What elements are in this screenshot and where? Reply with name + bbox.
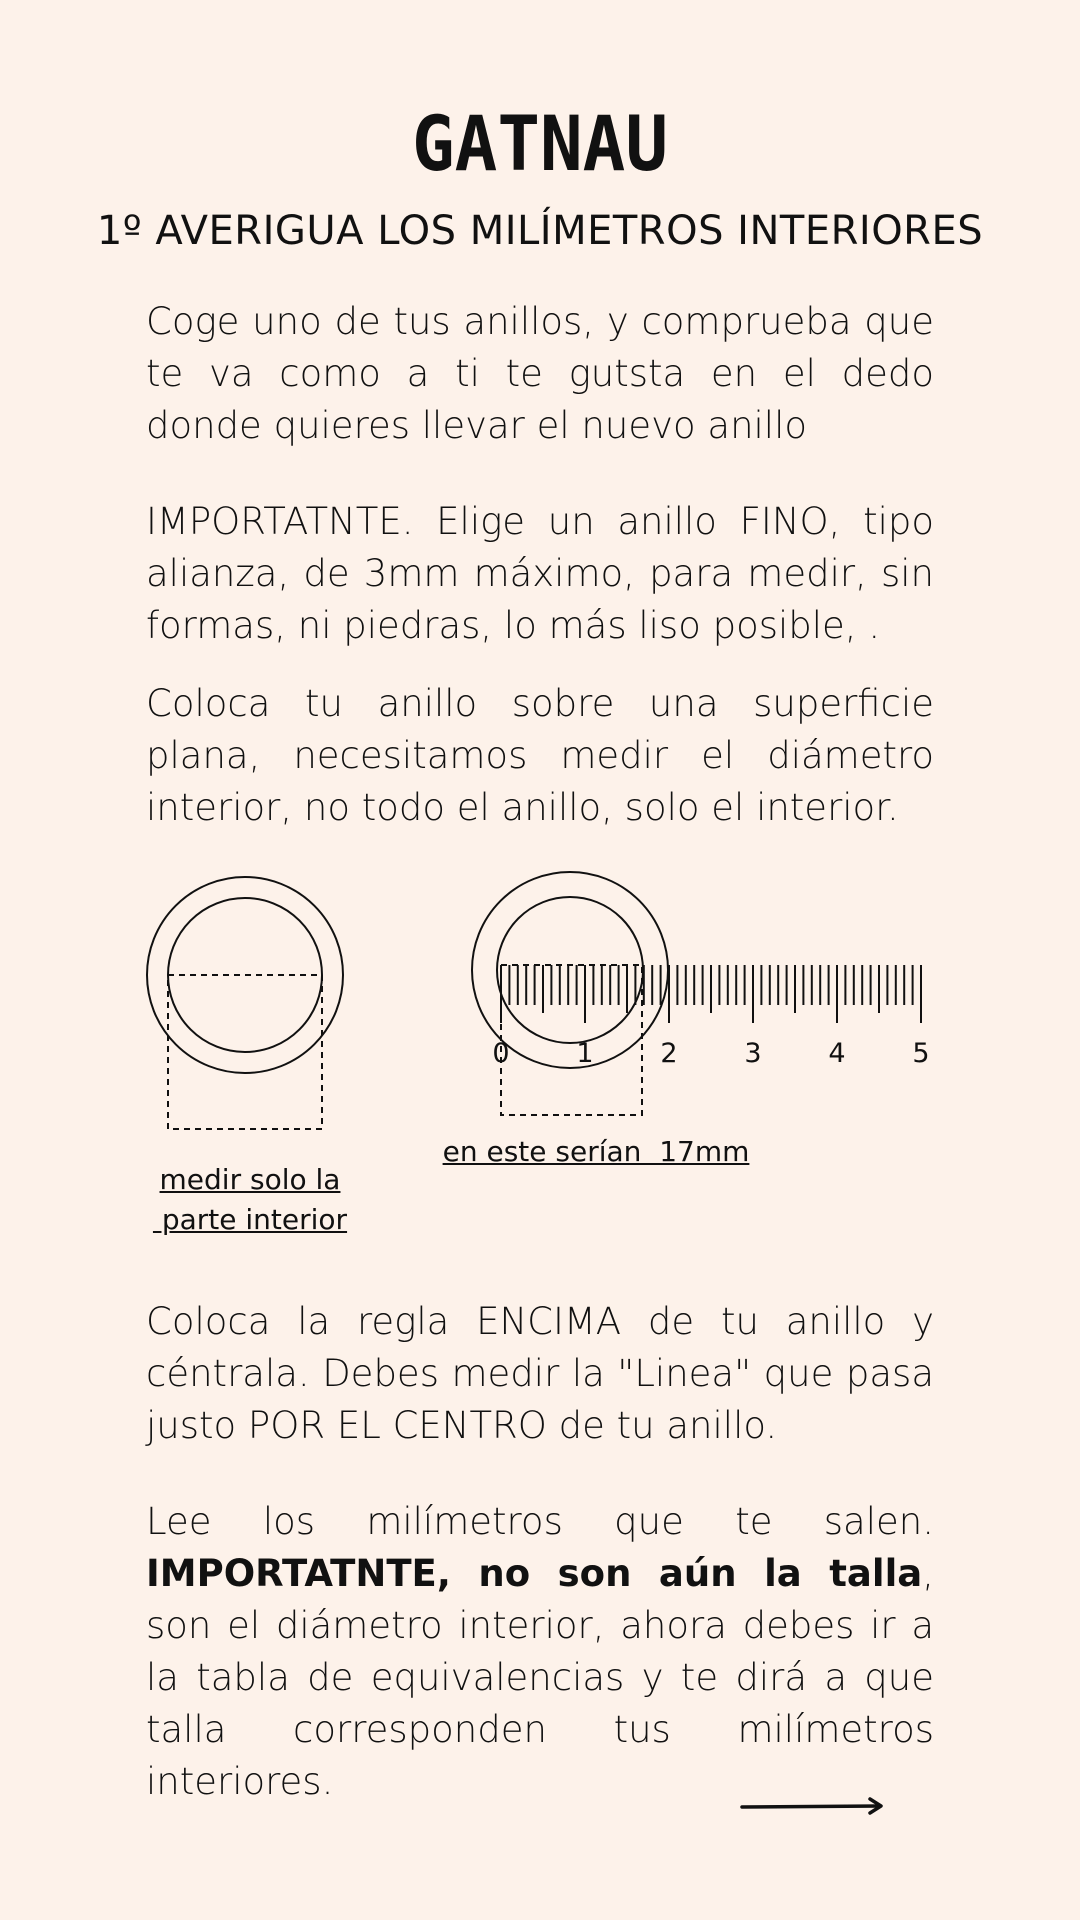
caption-inner-only-line1: medir solo la	[159, 1163, 341, 1196]
read-mm-end: , son el diámetro interior, ahora debes ir a la tabla de equivalencias y te dirá a que talla corresponden tus milímetros interiores.	[146, 1552, 934, 1803]
ruler-label: 4	[828, 1038, 846, 1069]
ruler-ticks	[501, 965, 921, 1023]
read-mm-important: IMPORTATNTE, no son aún la talla	[146, 1552, 923, 1595]
brand-logo-text: GATNAU	[412, 108, 668, 178]
place-ruler-paragraph: Coloca la regla ENCIMA de tu anillo y céntrala. Debes medir la "Linea" que pasa justo POR EL CENTRO de tu anillo.	[146, 1300, 934, 1447]
ruler-label: 5	[912, 1038, 930, 1069]
ruler-label: 3	[744, 1038, 762, 1069]
arrow-right-icon[interactable]	[740, 1794, 890, 1818]
right-ring-inner	[497, 897, 643, 1043]
important-paragraph: IMPORTATNTE. Elige un anillo FINO, tipo alianza, de 3mm máximo, para medir, sin formas, ni piedras, lo más liso posible, .	[146, 500, 934, 647]
ruler-label: 2	[660, 1038, 678, 1069]
ruler-label: 1	[576, 1038, 594, 1069]
ruler-label: 0	[492, 1038, 510, 1069]
read-mm-paragraph	[146, 1496, 934, 1808]
place-ring-paragraph: Coloca tu anillo sobre una superficie plana, necesitamos medir el diámetro interior, no todo el anillo, solo el interior.	[146, 682, 934, 829]
right-inner-measure-box	[501, 965, 642, 1115]
intro-paragraph: Coge uno de tus anillos, y comprueba que te va como a ti te gutsta en el dedo donde quieres llevar el nuevo anillo	[146, 300, 934, 447]
brand-logo	[0, 108, 1080, 178]
read-mm-start: Lee los milímetros que te salen.	[146, 1500, 934, 1543]
page-title: 1º AVERIGUA LOS MILÍMETROS INTERIORES	[96, 208, 984, 254]
caption-inner-only	[140, 1160, 360, 1240]
caption-example-17mm: en este serían 17mm	[442, 1135, 750, 1168]
caption-inner-only-line2: parte interior	[152, 1203, 348, 1236]
